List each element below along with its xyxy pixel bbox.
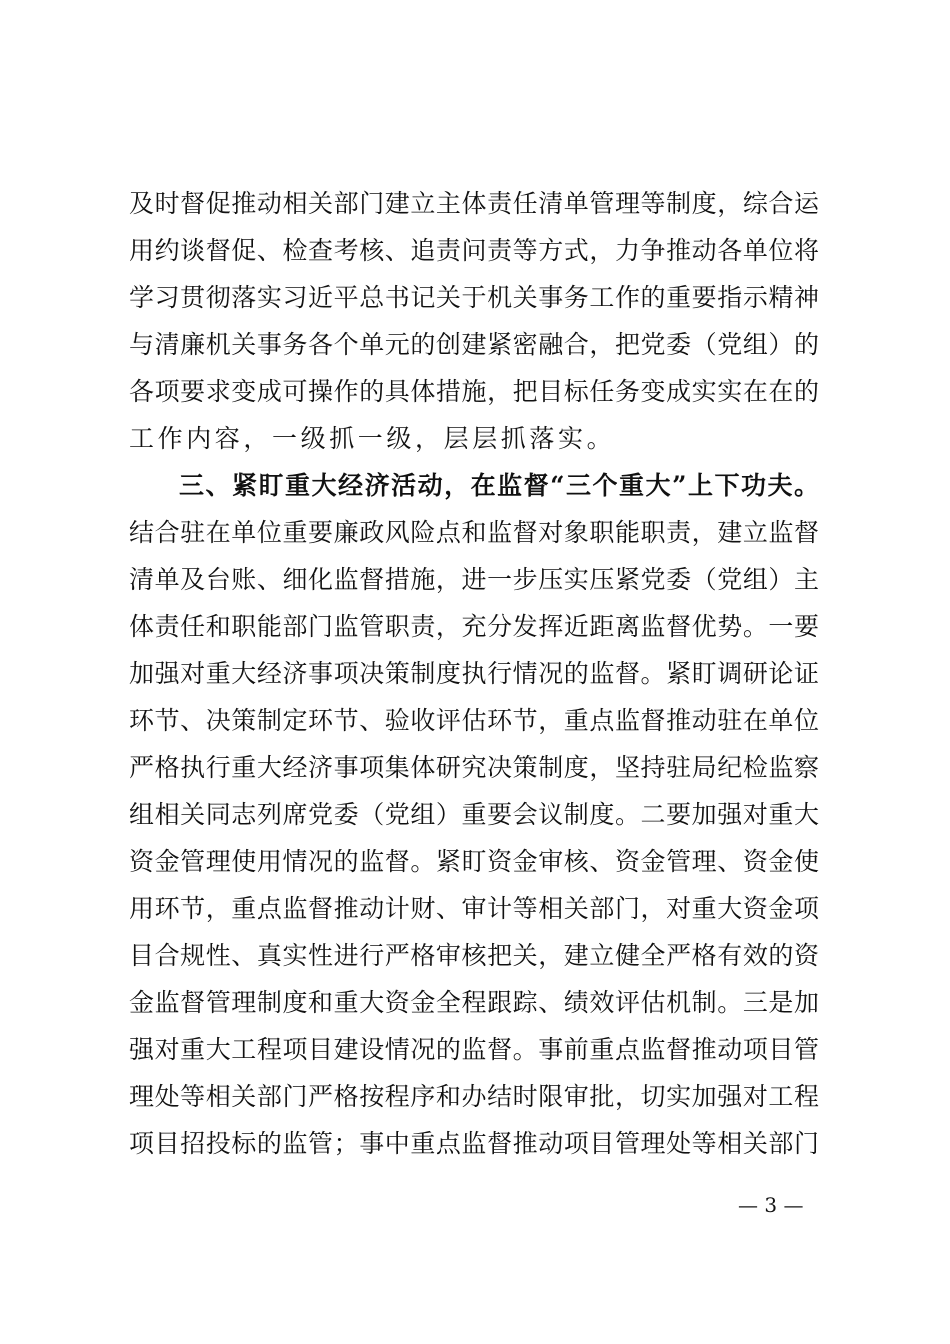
text-line-21: 项目招投标的监管；事中重点监督推动项目管理处等相关部门 — [129, 1129, 819, 1158]
text-line-2: 用约谈督促、检查考核、追责问责等方式，力争推动各单位将 — [129, 236, 819, 265]
body-text — [129, 180, 819, 1167]
text-line-12: 环节、决策制定环节、验收评估环节，重点监督推动驻在单位 — [129, 706, 819, 735]
text-line-16: 用环节，重点监督推动计财、审计等相关部门，对重大资金项 — [129, 894, 819, 923]
page-number: — 3 — — [738, 1193, 804, 1217]
text-line-3: 学习贯彻落实习近平总书记关于机关事务工作的重要指示精神 — [129, 283, 819, 312]
text-line-15: 资金管理使用情况的监督。紧盯资金审核、资金管理、资金使 — [129, 847, 819, 876]
text-line-14: 组相关同志列席党委（党组）重要会议制度。二要加强对重大 — [129, 800, 819, 829]
text-line-18: 金监督管理制度和重大资金全程跟踪、绩效评估机制。三是加 — [129, 988, 819, 1017]
text-line-6: 工作内容，一级抓一级，层层抓落实。 — [129, 424, 616, 453]
text-line-13: 严格执行重大经济事项集体研究决策制度，坚持驻局纪检监察 — [129, 753, 819, 782]
text-line-11: 加强对重大经济事项决策制度执行情况的监督。紧盯调研论证 — [129, 659, 819, 688]
text-line-19: 强对重大工程项目建设情况的监督。事前重点监督推动项目管 — [129, 1035, 819, 1064]
text-line-17: 目合规性、真实性进行严格审核把关，建立健全严格有效的资 — [129, 941, 819, 970]
text-line-8: 结合驻在单位重要廉政风险点和监督对象职能职责，建立监督 — [129, 518, 819, 547]
text-line-9: 清单及台账、细化监督措施，进一步压实压紧党委（党组）主 — [129, 565, 819, 594]
text-line-4: 与清廉机关事务各个单元的创建紧密融合，把党委（党组）的 — [129, 330, 819, 359]
text-line-1: 及时督促推动相关部门建立主体责任清单管理等制度，综合运 — [129, 189, 819, 218]
text-line-20: 理处等相关部门严格按程序和办结时限审批，切实加强对工程 — [129, 1082, 819, 1111]
text-line-10: 体责任和职能部门监管职责，充分发挥近距离监督优势。一要 — [129, 612, 819, 641]
text-line-5: 各项要求变成可操作的具体措施，把目标任务变成实实在在的 — [129, 377, 819, 406]
section-heading: 三、紧盯重大经济活动，在监督“三个重大”上下功夫。 — [179, 471, 819, 500]
